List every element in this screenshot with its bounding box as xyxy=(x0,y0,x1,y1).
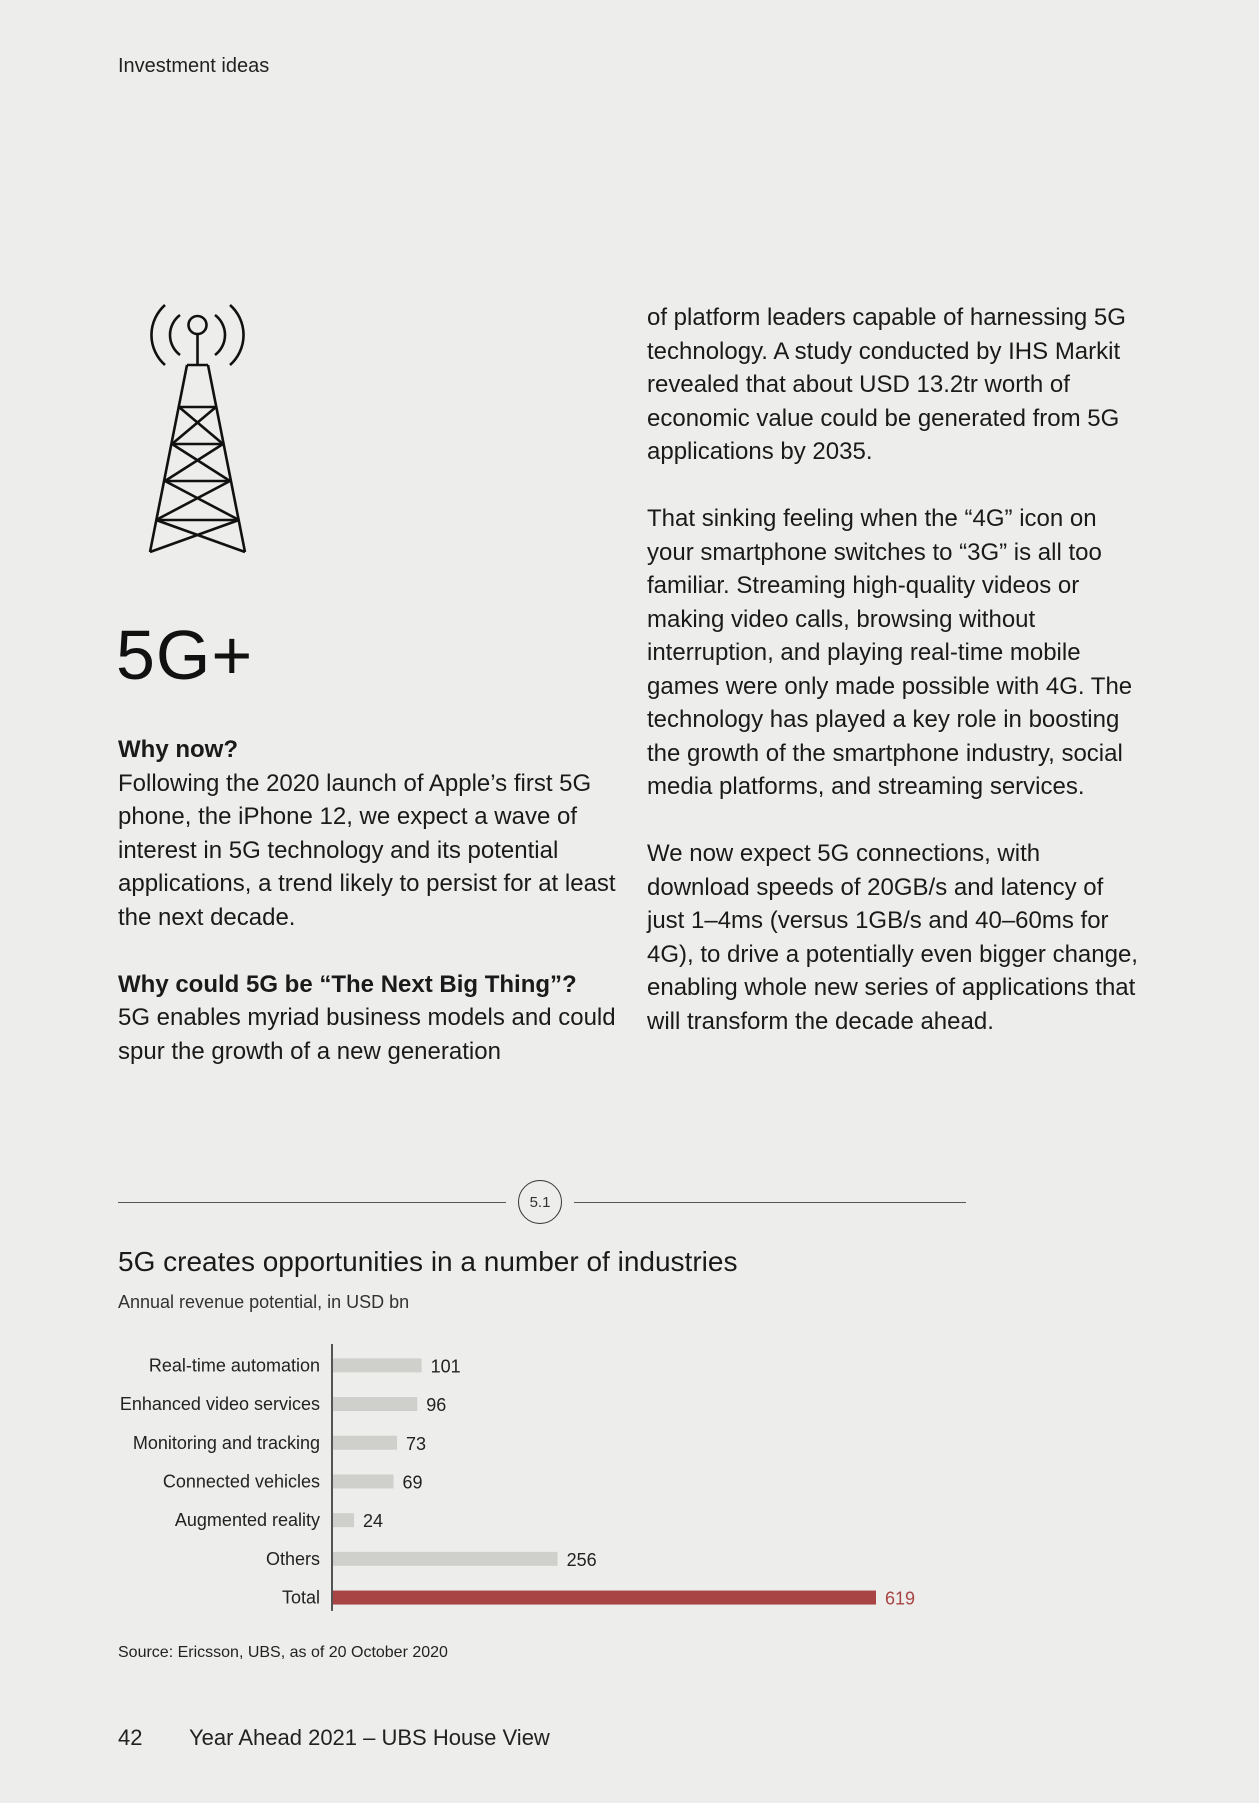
divider-line xyxy=(118,1202,506,1203)
category-label: Total xyxy=(281,1587,320,1608)
value-label: 96 xyxy=(426,1395,447,1416)
paragraph: Following the 2020 launch of Apple’s first 5G phone, the iPhone 12, we expect a wave of interest in 5G technology and its potential applications, a trend likely to persist for at least the next decade. xyxy=(118,769,616,931)
category-label: Others xyxy=(265,1548,320,1569)
category-label: Connected vehicles xyxy=(162,1471,320,1492)
paragraph: We now expect 5G connections, with download speeds of 20GB/s and latency of just 1–4ms (versus 1GB/s and 40–60ms for 4G), to drive a potentially even bigger change, enabling whole new series of applications that will transform the decade ahead. xyxy=(647,840,1138,1035)
chart-subtitle: Annual revenue potential, in USD bn xyxy=(118,1292,410,1312)
right-column xyxy=(647,301,1147,1072)
heading-next-big-thing: Why could 5G be “The Next Big Thing”? xyxy=(118,970,577,998)
left-column xyxy=(118,733,618,1102)
bar xyxy=(333,1436,397,1450)
category-label: Enhanced video services xyxy=(119,1394,320,1415)
value-label: 69 xyxy=(402,1472,423,1493)
bar xyxy=(333,1358,422,1372)
publication-title: Year Ahead 2021 – UBS House View xyxy=(189,1725,550,1750)
category-label: Augmented reality xyxy=(174,1510,320,1531)
bar xyxy=(333,1474,394,1488)
value-label: 619 xyxy=(885,1588,916,1609)
divider-line xyxy=(574,1202,966,1203)
heading-why-now: Why now? xyxy=(118,736,238,763)
value-label: 24 xyxy=(363,1511,384,1532)
source-note: Source: Ericsson, UBS, as of 20 October 2020 xyxy=(118,1644,448,1661)
bar xyxy=(333,1397,417,1411)
category-label: Real-time automation xyxy=(148,1355,320,1376)
figure-number-badge: 5.1 xyxy=(518,1180,562,1224)
bar xyxy=(333,1591,876,1605)
page-number: 42 xyxy=(118,1725,143,1750)
value-label: 101 xyxy=(430,1356,461,1377)
value-label: 73 xyxy=(406,1433,427,1454)
section-label: Investment ideas xyxy=(118,55,270,77)
paragraph: 5G enables myriad business models and could spur the growth of a new generation xyxy=(118,1004,616,1065)
page-title: 5G+ xyxy=(116,616,254,694)
chart-title: 5G creates opportunities in a number of industries xyxy=(118,1246,738,1277)
value-label: 256 xyxy=(566,1549,597,1570)
bar xyxy=(333,1552,558,1566)
cell-tower-icon xyxy=(125,280,270,560)
paragraph: That sinking feeling when the “4G” icon on your smartphone switches to “3G” is all too familiar. Streaming high-quality videos or making video calls, browsing without interruption, and playing real-time mobile games were only made possible with 4G. The technology has played a key role in boosting the growth of the smartphone industry, social media platforms, and streaming services. xyxy=(647,505,1133,800)
category-label: Monitoring and tracking xyxy=(132,1432,320,1453)
paragraph: of platform leaders capable of harnessing 5G technology. A study conducted by IHS Markit revealed that about USD 13.2tr worth of economic value could be generated from 5G applications by 2035. xyxy=(647,304,1126,465)
bar-chart xyxy=(0,1340,1259,1620)
bar xyxy=(333,1513,354,1527)
